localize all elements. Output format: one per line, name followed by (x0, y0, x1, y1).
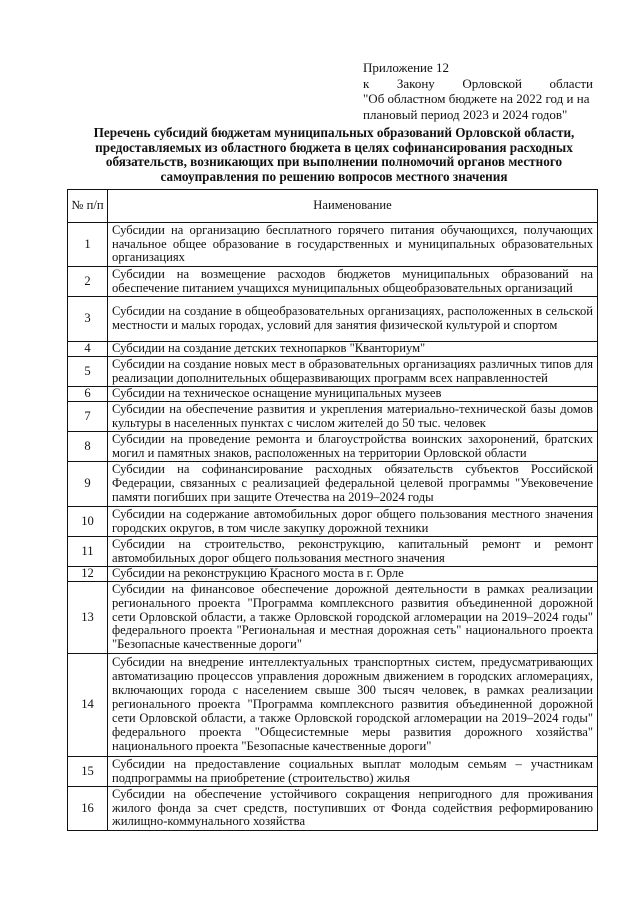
appendix-header (363, 60, 593, 122)
row-name: Субсидии на возмещение расходов бюджетов муниципальных образований на обеспечение питанием учащихся муниципальных общеобразовательных организаций (108, 267, 598, 297)
table-row (68, 387, 598, 402)
appendix-law-title-line1: "Об областном бюджете на 2022 год и на (363, 91, 590, 106)
row-number: 9 (68, 462, 108, 507)
row-number: 2 (68, 267, 108, 297)
row-number: 11 (68, 537, 108, 567)
table-row (68, 537, 598, 567)
row-number: 10 (68, 507, 108, 537)
table-row (68, 357, 598, 387)
table-row (68, 507, 598, 537)
row-name: Субсидии на строительство, реконструкцию, капитальный ремонт и ремонт автомобильных дорог общего пользования местного значения (108, 537, 598, 567)
header-name: Наименование (108, 190, 598, 223)
table-row (68, 342, 598, 357)
row-name: Субсидии на создание новых мест в образовательных организациях различных типов для реализации дополнительных общеразвивающих программ всех направленностей (108, 357, 598, 387)
appendix-law-reference (363, 76, 593, 92)
table-row (68, 267, 598, 297)
table-row (68, 432, 598, 462)
appendix-number: Приложение 12 (363, 60, 450, 75)
row-number: 12 (68, 567, 108, 582)
row-number: 8 (68, 432, 108, 462)
table-row (68, 297, 598, 342)
table-row (68, 654, 598, 757)
row-number: 14 (68, 654, 108, 757)
row-name: Субсидии на софинансирование расходных обязательств субъектов Российской Федерации, связанных с реализацией федеральной целевой программы "Увековечение памяти погибших при защите Отечества на 2019–2024 годы (108, 462, 598, 507)
row-name: Субсидии на создание в общеобразовательных организациях, расположенных в сельской местности и малых городах, условий для занятия физической культурой и спортом (108, 297, 598, 342)
table-row (68, 567, 598, 582)
table-row (68, 757, 598, 787)
row-number: 7 (68, 402, 108, 432)
row-name: Субсидии на внедрение интеллектуальных транспортных систем, предусматривающих автоматизацию процессов управления дорожным движением в городских агломерациях, включающих города с населением свыше 300 тысяч человек, в рамках реализации регионального проекта "Программа комплексного развития объединенной дорожной сети Орловской области, а также Орловской городской агломерации на 2019–2024 годы" федерального проекта "Общесистемные меры развития дорожного хозяйства" национального проекта "Безопасные качественные дороги" (108, 654, 598, 757)
row-name: Субсидии на проведение ремонта и благоустройства воинских захоронений, братских могил и памятных знаков, расположенных на территории Орловской области (108, 432, 598, 462)
document-title: Перечень субсидий бюджетам муниципальных образований Орловской области, предоставляемых из областного бюджета в целях софинансирования расходных обязательств, возникающих при выполнении полномочий органов местного самоуправления по решению вопросов местного значения (93, 125, 575, 184)
table-row (68, 787, 598, 831)
subsidies-table (67, 189, 598, 831)
row-name: Субсидии на обеспечение развития и укрепления материально-технической базы домов культуры в населенных пунктах с числом жителей до 50 тыс. человек (108, 402, 598, 432)
row-name: Субсидии на реконструкцию Красного моста в г. Орле (108, 567, 598, 582)
row-number: 1 (68, 223, 108, 267)
appendix-word: Орловской (462, 75, 522, 91)
table-header-row (68, 190, 598, 223)
row-name: Субсидии на создание детских технопарков "Кванториум" (108, 342, 598, 357)
appendix-word: к (363, 75, 370, 91)
row-name: Субсидии на финансовое обеспечение дорожной деятельности в рамках реализации регионального проекта "Программа комплексного развития объединенной дорожной сети Орловской области, а также Орловской городской агломерации на 2019–2024 годы" федерального проекта "Региональная и местная дорожная сеть" национального проекта "Безопасные качественные дороги" (108, 582, 598, 654)
row-name: Субсидии на организацию бесплатного горячего питания обучающихся, получающих начальное общее образование в государственных и муниципальных образовательных организациях (108, 223, 598, 267)
row-name: Субсидии на техническое оснащение муниципальных музеев (108, 387, 598, 402)
table-row (68, 582, 598, 654)
table-row (68, 223, 598, 267)
table-row (68, 402, 598, 432)
row-number: 6 (68, 387, 108, 402)
row-number: 5 (68, 357, 108, 387)
row-name: Субсидии на содержание автомобильных дорог общего пользования местного значения городских округов, в том числе закупку дорожной техники (108, 507, 598, 537)
appendix-word: области (549, 75, 593, 91)
appendix-word: Закону (396, 75, 435, 91)
row-name: Субсидии на обеспечение устойчивого сокращения непригодного для проживания жилого фонда за счет средств, поступивших от Фонда содействия реформированию жилищно-коммунального хозяйства (108, 787, 598, 831)
row-number: 15 (68, 757, 108, 787)
row-number: 3 (68, 297, 108, 342)
row-number: 16 (68, 787, 108, 831)
appendix-law-title-line2: плановый период 2023 и 2024 годов" (363, 106, 568, 122)
table-row (68, 462, 598, 507)
row-name: Субсидии на предоставление социальных выплат молодым семьям – участникам подпрограммы на приобретение (строительство) жилья (108, 757, 598, 787)
header-number: № п/п (68, 190, 108, 223)
row-number: 4 (68, 342, 108, 357)
row-number: 13 (68, 582, 108, 654)
